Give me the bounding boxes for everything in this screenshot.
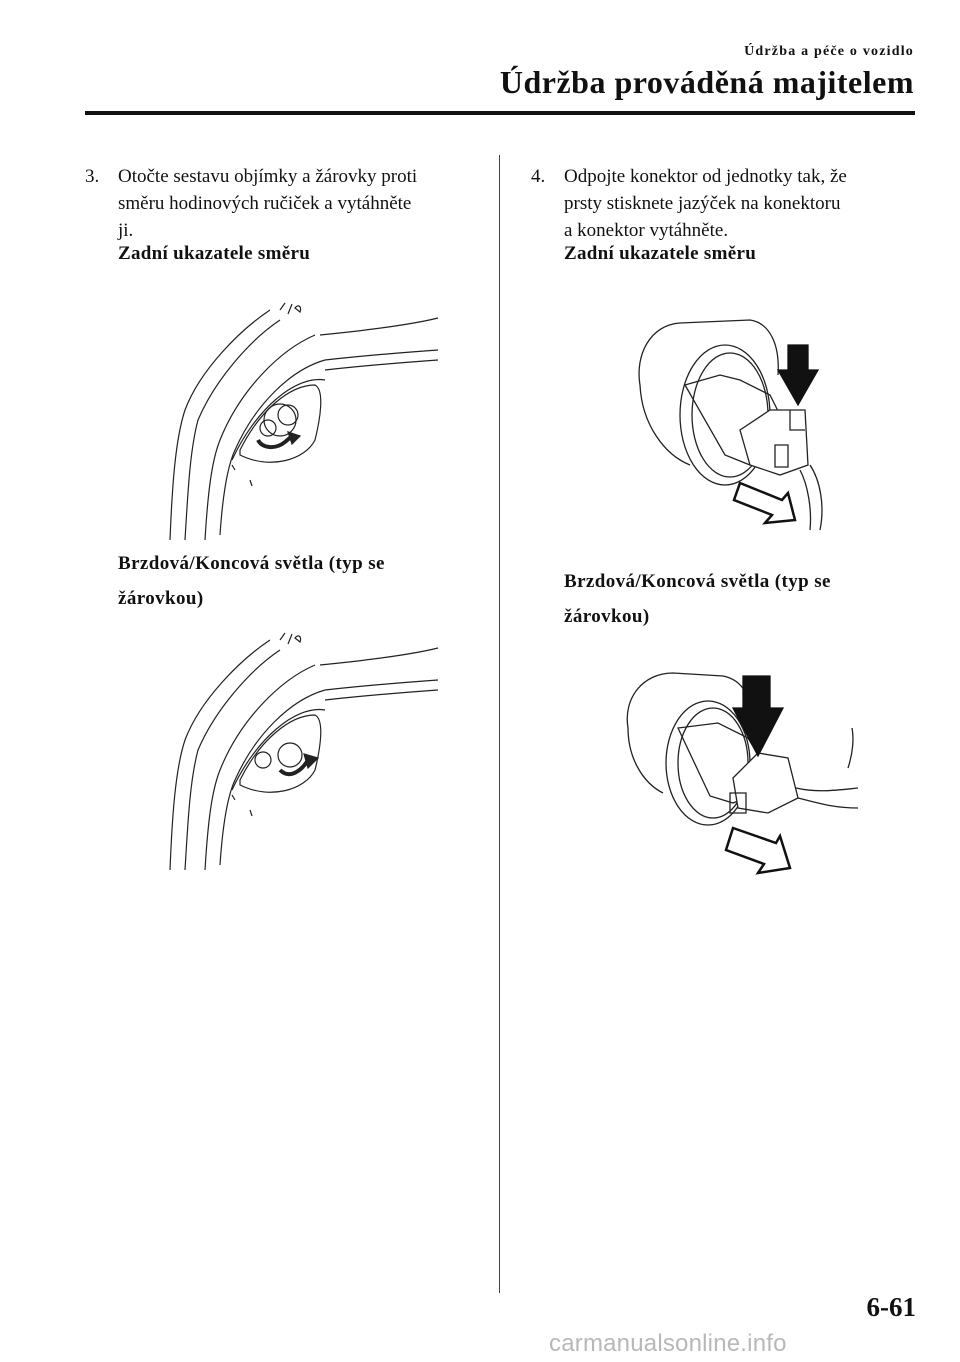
- caption-brake-tail-lights: [118, 546, 385, 616]
- step-text-line: Odpojte konektor od jednotky tak, že: [564, 166, 847, 187]
- step-text-line: směru hodinových ručiček a vytáhněte: [118, 193, 412, 214]
- caption-line: žárovkou): [118, 588, 204, 609]
- page-number: 6-61: [866, 1292, 916, 1322]
- step-4: [531, 163, 911, 244]
- step-text-line: Otočte sestavu objímky a žárovky proti: [118, 166, 418, 187]
- brake-tail-light-socket-illustration: [140, 620, 440, 875]
- caption-line: žárovkou): [564, 606, 650, 627]
- step-3: [85, 163, 485, 244]
- step-text-line: prsty stisknete jazýček na konektoru: [564, 193, 841, 214]
- brake-connector-disconnect-illustration: [618, 668, 858, 883]
- subheading-rear-turn-signals: Zadní ukazatele směru: [564, 243, 757, 264]
- column-divider: [499, 155, 500, 1293]
- section-label: Údržba a péče o vozidlo: [744, 44, 914, 59]
- step-text-line: ji.: [118, 220, 134, 241]
- step-number: 4.: [531, 166, 546, 187]
- step-number: 3.: [85, 166, 100, 187]
- caption-line: Brzdová/Koncová světla (typ se: [564, 571, 831, 592]
- caption-line: Brzdová/Koncová světla (typ se: [118, 553, 385, 574]
- subheading-rear-turn-signals: Zadní ukazatele směru: [118, 243, 311, 264]
- header-rule: [85, 111, 915, 115]
- chapter-title: Údržba prováděná majitelem: [499, 64, 914, 100]
- caption-brake-tail-lights: [564, 564, 831, 634]
- step-text-line: a konektor vytáhněte.: [564, 220, 729, 241]
- rear-turn-signal-socket-illustration: [140, 290, 440, 545]
- connector-disconnect-illustration: [630, 315, 850, 530]
- watermark: carmanualsonline.info: [549, 1330, 787, 1357]
